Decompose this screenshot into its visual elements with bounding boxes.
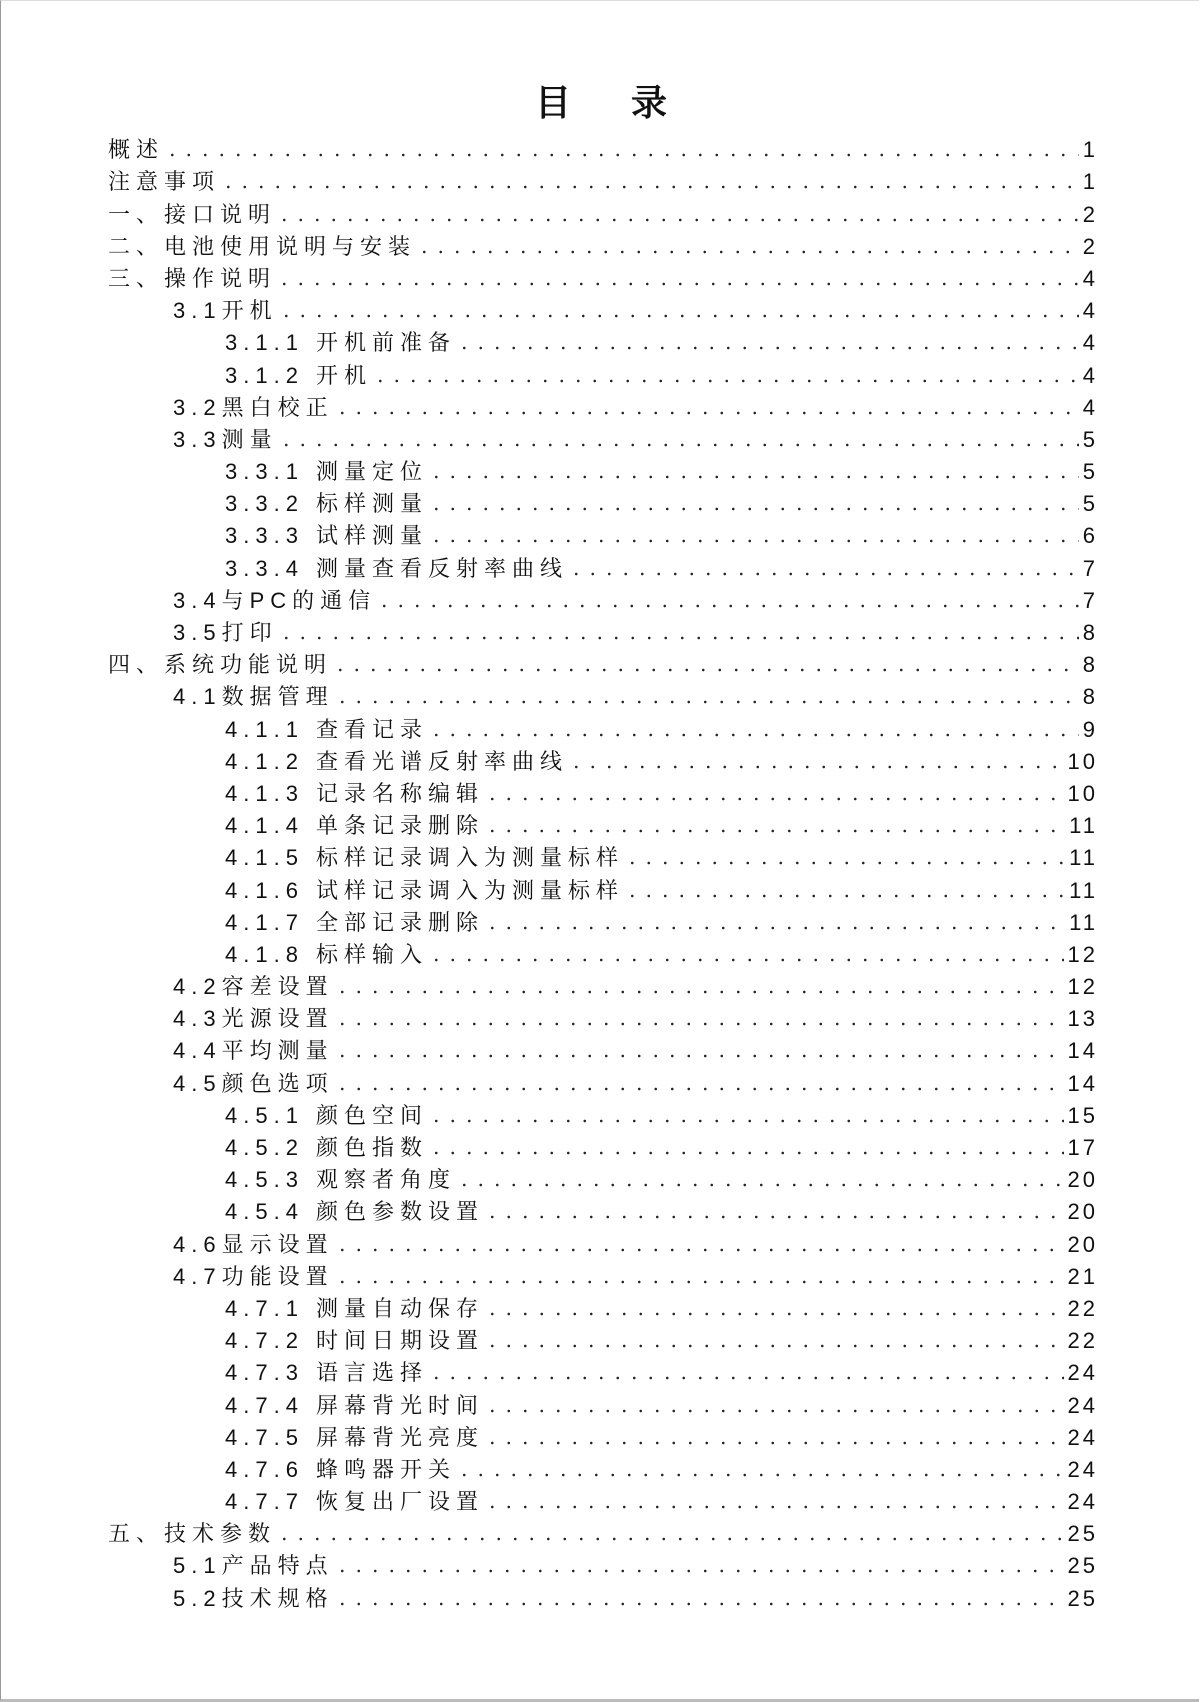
toc-entry[interactable] (108, 551, 1098, 583)
toc-entry[interactable] (108, 1581, 1098, 1613)
toc-dot-leader (334, 1247, 1064, 1253)
toc-entry-label: 三、操作说明 (108, 265, 277, 291)
toc-dot-leader (484, 1214, 1063, 1220)
toc-entry[interactable] (108, 1131, 1098, 1163)
toc-entry[interactable] (108, 326, 1098, 358)
toc-entry-label: 4.1.7 全部记录删除 (225, 909, 485, 935)
toc-entry[interactable] (108, 745, 1098, 777)
toc-dot-leader (484, 1408, 1063, 1414)
toc-entry-page: 4 (1082, 330, 1098, 356)
toc-entry[interactable] (108, 873, 1098, 905)
toc-entry-page: 4 (1082, 265, 1098, 291)
toc-entry-page: 2 (1082, 201, 1098, 227)
toc-entry[interactable] (108, 1163, 1098, 1195)
toc-dot-leader (484, 1440, 1063, 1446)
toc-dot-leader (276, 1536, 1064, 1542)
toc-entry-page: 11 (1069, 813, 1098, 839)
toc-entry-page: 25 (1067, 1585, 1098, 1611)
toc-entry-page: 6 (1082, 523, 1098, 549)
toc-entry-label: 4.5.4 颜色参数设置 (225, 1199, 485, 1225)
toc-entry[interactable] (108, 616, 1098, 648)
toc-entry-label: 4.1.2 查看光谱反射率曲线 (225, 748, 569, 774)
toc-dot-leader (428, 1118, 1063, 1124)
toc-dot-leader (278, 442, 1079, 448)
toc-entry[interactable] (108, 1260, 1098, 1292)
toc-entry-label: 3.1.1 开机前准备 (225, 330, 457, 356)
toc-dot-leader (484, 1311, 1063, 1317)
toc-dot-leader (568, 764, 1063, 770)
toc-entry[interactable] (108, 165, 1098, 197)
toc-entry[interactable] (108, 1356, 1098, 1388)
toc-dot-leader (334, 699, 1079, 705)
toc-entry-label: 3.3测量 (173, 426, 278, 452)
toc-entry-page: 17 (1067, 1135, 1098, 1160)
toc-entry-page: 21 (1067, 1263, 1098, 1289)
toc-dot-leader (624, 860, 1065, 866)
toc-entry[interactable] (108, 777, 1098, 809)
toc-entry-page: 10 (1067, 780, 1098, 806)
toc-dot-leader (484, 925, 1065, 931)
toc-entry-page: 7 (1082, 587, 1098, 613)
toc-entry[interactable] (108, 1195, 1098, 1227)
toc-entry-label: 4.5颜色选项 (173, 1070, 334, 1096)
toc-entry-label: 五、技术参数 (108, 1521, 277, 1547)
toc-entry[interactable] (108, 230, 1098, 262)
toc-dot-leader (372, 378, 1079, 384)
toc-entry[interactable] (108, 970, 1098, 1002)
toc-entry-label: 3.3.2 标样测量 (225, 491, 429, 517)
toc-entry[interactable] (108, 133, 1098, 165)
toc-entry-label: 4.1.3 记录名称编辑 (225, 780, 485, 806)
toc-entry-page: 7 (1082, 555, 1098, 581)
toc-dot-leader (332, 667, 1079, 673)
toc-entry-page: 14 (1067, 1038, 1098, 1064)
toc-dot-leader (484, 828, 1065, 834)
toc-entry-label: 4.1数据管理 (173, 684, 334, 710)
toc-entry-label: 二、电池使用说明与安装 (108, 233, 417, 259)
toc-entry-page: 11 (1069, 877, 1098, 903)
toc-entry-label: 4.7.7 恢复出厂设置 (225, 1489, 485, 1515)
toc-entry-page: 12 (1067, 974, 1098, 1000)
toc-entry-label: 5.2技术规格 (173, 1585, 334, 1611)
toc-entry-label: 4.5.1 颜色空间 (225, 1102, 429, 1128)
toc-entry-page: 25 (1067, 1521, 1098, 1547)
toc-entry-label: 概述 (108, 137, 165, 163)
toc-dot-leader (428, 474, 1079, 480)
toc-entry-page: 1 (1082, 169, 1098, 195)
toc-entry[interactable] (108, 1324, 1098, 1356)
toc-dot-leader (484, 1343, 1063, 1349)
toc-entry[interactable] (108, 1453, 1098, 1485)
toc-entry[interactable] (108, 584, 1098, 616)
toc-entry-label: 3.1.2 开机 (225, 362, 373, 388)
toc-dot-leader (428, 506, 1079, 512)
toc-entry[interactable] (108, 1517, 1098, 1549)
toc-entry-label: 4.7功能设置 (173, 1263, 334, 1289)
toc-dot-leader (334, 1601, 1064, 1607)
toc-entry-label: 3.2黑白校正 (173, 394, 334, 420)
toc-entry-page: 24 (1067, 1424, 1098, 1450)
toc-dot-leader (276, 281, 1079, 287)
toc-entry-label: 3.3.4 测量查看反射率曲线 (225, 555, 569, 581)
toc-entry[interactable] (108, 1099, 1098, 1131)
toc-dot-leader (624, 893, 1065, 899)
toc-dot-leader (278, 313, 1079, 319)
toc-entry-page: 22 (1067, 1328, 1098, 1354)
toc-entry-label: 4.7.5 屏幕背光亮度 (225, 1424, 485, 1450)
toc-dot-leader (416, 249, 1079, 255)
toc-dot-leader (334, 1053, 1064, 1059)
toc-dot-leader (484, 796, 1063, 802)
toc-entry[interactable] (108, 1292, 1098, 1324)
toc-entry[interactable] (108, 1421, 1098, 1453)
toc-entry-page: 8 (1082, 652, 1098, 678)
toc-entry-page: 8 (1082, 620, 1098, 645)
toc-entry-page: 2 (1082, 233, 1098, 259)
toc-entry-page: 5 (1082, 491, 1098, 517)
toc-entry-label: 3.4与PC的通信 (173, 587, 377, 613)
toc-entry[interactable] (108, 906, 1098, 938)
toc-dot-leader (428, 1375, 1063, 1381)
toc-entry-page: 15 (1067, 1102, 1098, 1128)
toc-entry[interactable] (108, 487, 1098, 519)
toc-entry-page: 24 (1067, 1360, 1098, 1386)
toc-entry-label: 3.3.3 试样测量 (225, 523, 429, 549)
toc-entry-page: 11 (1069, 845, 1098, 871)
toc-entry-label: 4.3光源设置 (173, 1006, 334, 1032)
toc-entry-label: 4.7.3 语言选择 (225, 1360, 429, 1386)
toc-entry-page: 5 (1082, 426, 1098, 452)
toc-entry[interactable] (108, 358, 1098, 390)
toc-entry-label: 4.7.6 蜂鸣器开关 (225, 1456, 457, 1482)
toc-dot-leader (428, 732, 1079, 738)
toc-dot-leader (334, 1086, 1064, 1092)
toc-entry[interactable] (108, 1549, 1098, 1581)
toc-entry-page: 12 (1067, 941, 1098, 967)
toc-entry[interactable] (108, 809, 1098, 841)
toc-dot-leader (484, 1504, 1063, 1510)
toc-entry-label: 4.7.2 时间日期设置 (225, 1328, 485, 1354)
toc-entry-label: 4.2容差设置 (173, 974, 334, 1000)
toc-dot-leader (376, 603, 1079, 609)
toc-dot-leader (456, 1182, 1063, 1188)
toc-dot-leader (456, 345, 1079, 351)
toc-entry-label: 5.1产品特点 (173, 1553, 334, 1579)
toc-dot-leader (220, 184, 1079, 190)
toc-entry[interactable] (108, 712, 1098, 744)
toc-entry-page: 9 (1082, 716, 1098, 742)
toc-title-char: 目 (534, 82, 571, 123)
toc-dot-leader (456, 1472, 1063, 1478)
toc-title-char: 录 (631, 82, 668, 123)
toc-entry-page: 11 (1069, 909, 1098, 935)
toc-entry[interactable] (108, 1034, 1098, 1066)
toc-entry-page: 13 (1067, 1006, 1098, 1032)
toc-entry[interactable] (108, 1227, 1098, 1259)
toc-entry-label: 四、系统功能说明 (108, 652, 333, 678)
toc-entry[interactable] (108, 1388, 1098, 1420)
toc-entry[interactable] (108, 938, 1098, 970)
toc-entry-label: 4.1.6 试样记录调入为测量标样 (225, 877, 625, 903)
toc-entry-page: 8 (1082, 684, 1098, 710)
toc-entry[interactable] (108, 1485, 1098, 1517)
toc-entry-page: 20 (1067, 1199, 1098, 1225)
toc-dot-leader (334, 1279, 1064, 1285)
toc-entry-label: 4.5.2 颜色指数 (225, 1135, 429, 1160)
toc-dot-leader (334, 1568, 1064, 1574)
toc-entry-page: 20 (1067, 1231, 1098, 1257)
toc-entry-page: 24 (1067, 1456, 1098, 1482)
toc-entry-label: 3.1开机 (173, 298, 278, 324)
toc-entry-page: 25 (1067, 1553, 1098, 1579)
toc-entry-page: 20 (1067, 1167, 1098, 1193)
toc-entry-label: 3.5打印 (173, 620, 278, 645)
toc-dot-leader (276, 217, 1079, 223)
toc-entry[interactable] (108, 1002, 1098, 1034)
toc-entry[interactable] (108, 197, 1098, 229)
toc-entry-page: 14 (1067, 1070, 1098, 1096)
toc-dot-leader (334, 989, 1064, 995)
toc-entry[interactable] (108, 1066, 1098, 1098)
toc-entry-page: 24 (1067, 1392, 1098, 1418)
toc-entry-label: 3.3.1 测量定位 (225, 459, 429, 485)
toc-entry-page: 5 (1082, 459, 1098, 485)
toc-entry-page: 10 (1067, 748, 1098, 774)
toc-dot-leader (334, 410, 1079, 416)
table-of-contents (108, 133, 1098, 1614)
toc-dot-leader (428, 538, 1079, 544)
toc-entry-page: 4 (1082, 298, 1098, 324)
toc-title (1, 75, 1200, 126)
toc-entry-page: 4 (1082, 394, 1098, 420)
toc-entry[interactable] (108, 423, 1098, 455)
toc-entry-page: 22 (1067, 1295, 1098, 1321)
toc-dot-leader (568, 571, 1079, 577)
toc-dot-leader (278, 635, 1079, 641)
toc-dot-leader (334, 1021, 1064, 1027)
toc-entry-label: 4.5.3 观察者角度 (225, 1167, 457, 1193)
toc-entry-page: 4 (1082, 362, 1098, 388)
toc-dot-leader (164, 152, 1079, 158)
toc-entry-label: 4.1.8 标样输入 (225, 941, 429, 967)
toc-entry-label: 4.1.4 单条记录删除 (225, 813, 485, 839)
toc-entry[interactable] (108, 648, 1098, 680)
toc-entry-label: 4.6显示设置 (173, 1231, 334, 1257)
toc-entry[interactable] (108, 519, 1098, 551)
toc-entry-label: 注意事项 (108, 169, 221, 195)
toc-entry-page: 24 (1067, 1489, 1098, 1515)
toc-entry[interactable] (108, 455, 1098, 487)
toc-entry-page: 1 (1082, 137, 1098, 163)
toc-entry[interactable] (108, 391, 1098, 423)
toc-entry-label: 4.7.4 屏幕背光时间 (225, 1392, 485, 1418)
toc-entry-label: 4.1.5 标样记录调入为测量标样 (225, 845, 625, 871)
toc-entry[interactable] (108, 680, 1098, 712)
toc-entry-label: 4.4平均测量 (173, 1038, 334, 1064)
toc-entry-label: 一、接口说明 (108, 201, 277, 227)
toc-dot-leader (428, 957, 1063, 963)
toc-entry[interactable] (108, 841, 1098, 873)
toc-entry-label: 4.7.1 测量自动保存 (225, 1295, 485, 1321)
toc-dot-leader (428, 1150, 1063, 1156)
toc-entry[interactable] (108, 294, 1098, 326)
toc-entry-label: 4.1.1 查看记录 (225, 716, 429, 742)
toc-entry[interactable] (108, 262, 1098, 294)
